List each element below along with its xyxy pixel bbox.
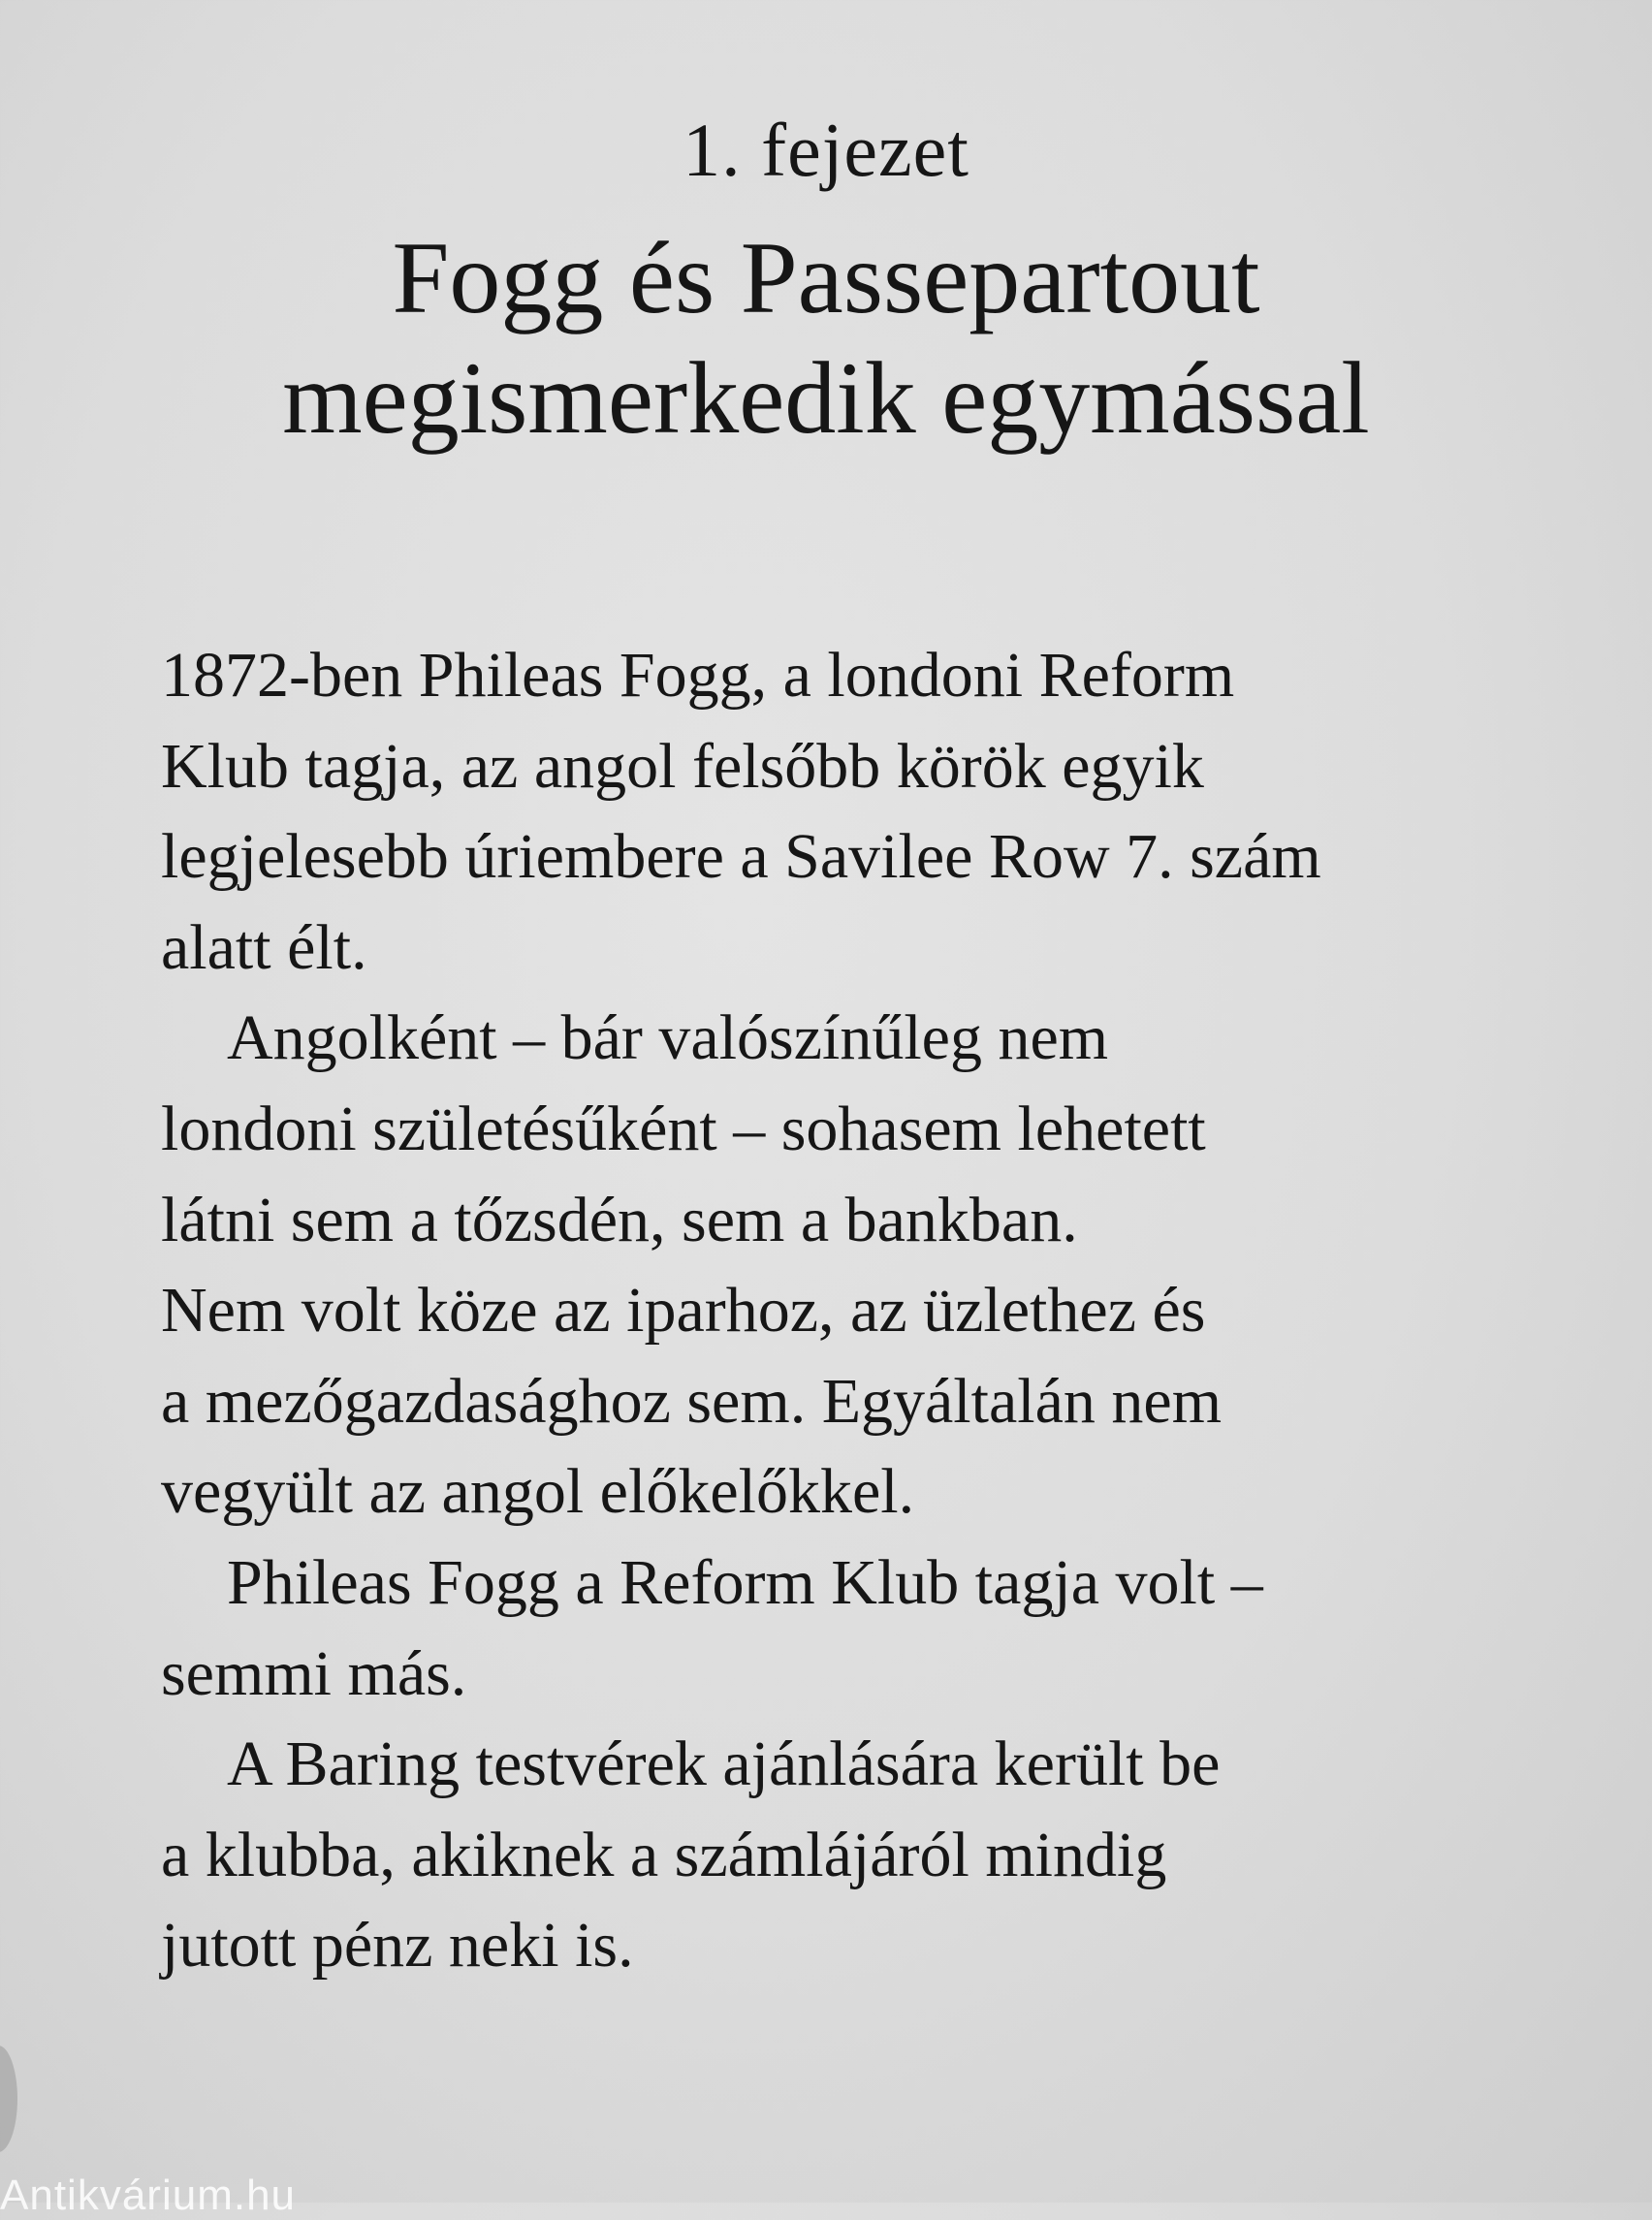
- chapter-title-line-2: megismerkedik egymással: [282, 341, 1370, 455]
- text-line: a klubba, akiknek a számlájáról mindig: [161, 1819, 1167, 1890]
- text-line: Angolként – bár valószínűleg nem: [227, 1002, 1109, 1074]
- text-line: vegyült az angol előkelőkkel.: [161, 1456, 915, 1528]
- text-line: Klub tagja, az angol felsőbb körök egyik: [161, 730, 1204, 802]
- body-text: [161, 630, 1538, 1991]
- text-line: A Baring testvérek ajánlására került be: [227, 1728, 1221, 1800]
- text-line: a mezőgazdasághoz sem. Egyáltalán nem: [161, 1365, 1223, 1437]
- text-line: legjelesebb úriembere a Savilee Row 7. szám: [161, 821, 1321, 893]
- chapter-number: 1. fejezet: [683, 108, 969, 192]
- page-edge-smudge: [0, 2046, 17, 2152]
- chapter-title-line-1: Fogg és Passepartout: [392, 221, 1260, 334]
- text-line: jutott pénz neki is.: [161, 1910, 634, 1982]
- text-line: látni sem a tőzsdén, sem a bankban.: [161, 1184, 1078, 1255]
- text-line: londoni születésűként – sohasem lehetett: [161, 1093, 1206, 1164]
- text-line: alatt élt.: [161, 911, 367, 983]
- chapter-title: [0, 218, 1652, 459]
- text-line: 1872-ben Phileas Fogg, a londoni Reform: [161, 640, 1235, 711]
- text-line: Nem volt köze az iparhoz, az üzlethez és: [161, 1275, 1206, 1347]
- text-line: Phileas Fogg a Reform Klub tagja volt –: [227, 1546, 1263, 1618]
- text-line: semmi más.: [161, 1637, 467, 1709]
- watermark: Antikvárium.hu: [0, 2172, 297, 2219]
